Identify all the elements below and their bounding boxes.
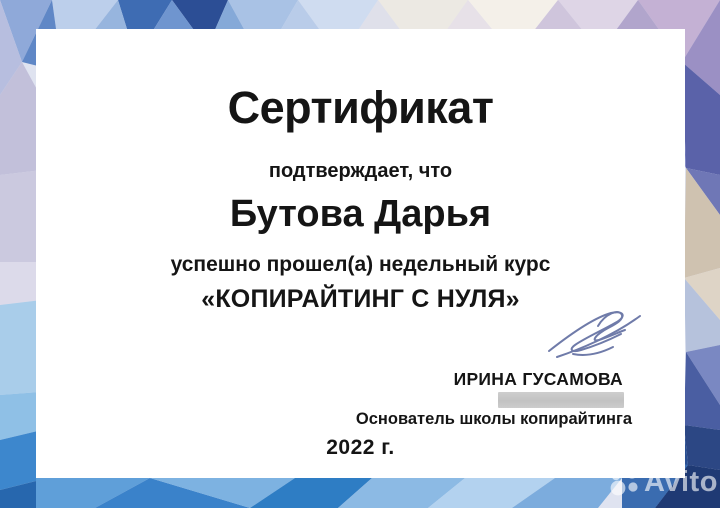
year-label: 2022 г. [326,436,395,459]
avito-logo-icon [606,463,642,497]
course-title: «КОПИРАЙТИНГ С НУЛЯ» [201,285,520,313]
recipient-name: Бутова Дарья [229,193,492,235]
signer-role: Основатель школы копирайтинга [355,410,632,428]
signature-icon [543,304,646,365]
course-completion-line: успешно прошел(а) недельный курс [170,253,551,276]
certificate-card [36,29,685,478]
signer-name: ИРИНА ГУСАМОВА [453,369,623,389]
redacted-contact-bar [498,392,624,408]
confirm-line: подтверждает, что [268,160,453,182]
avito-wordmark: Avito [644,466,718,498]
certificate-title: Сертификат [227,82,494,133]
avito-watermark [606,463,718,497]
